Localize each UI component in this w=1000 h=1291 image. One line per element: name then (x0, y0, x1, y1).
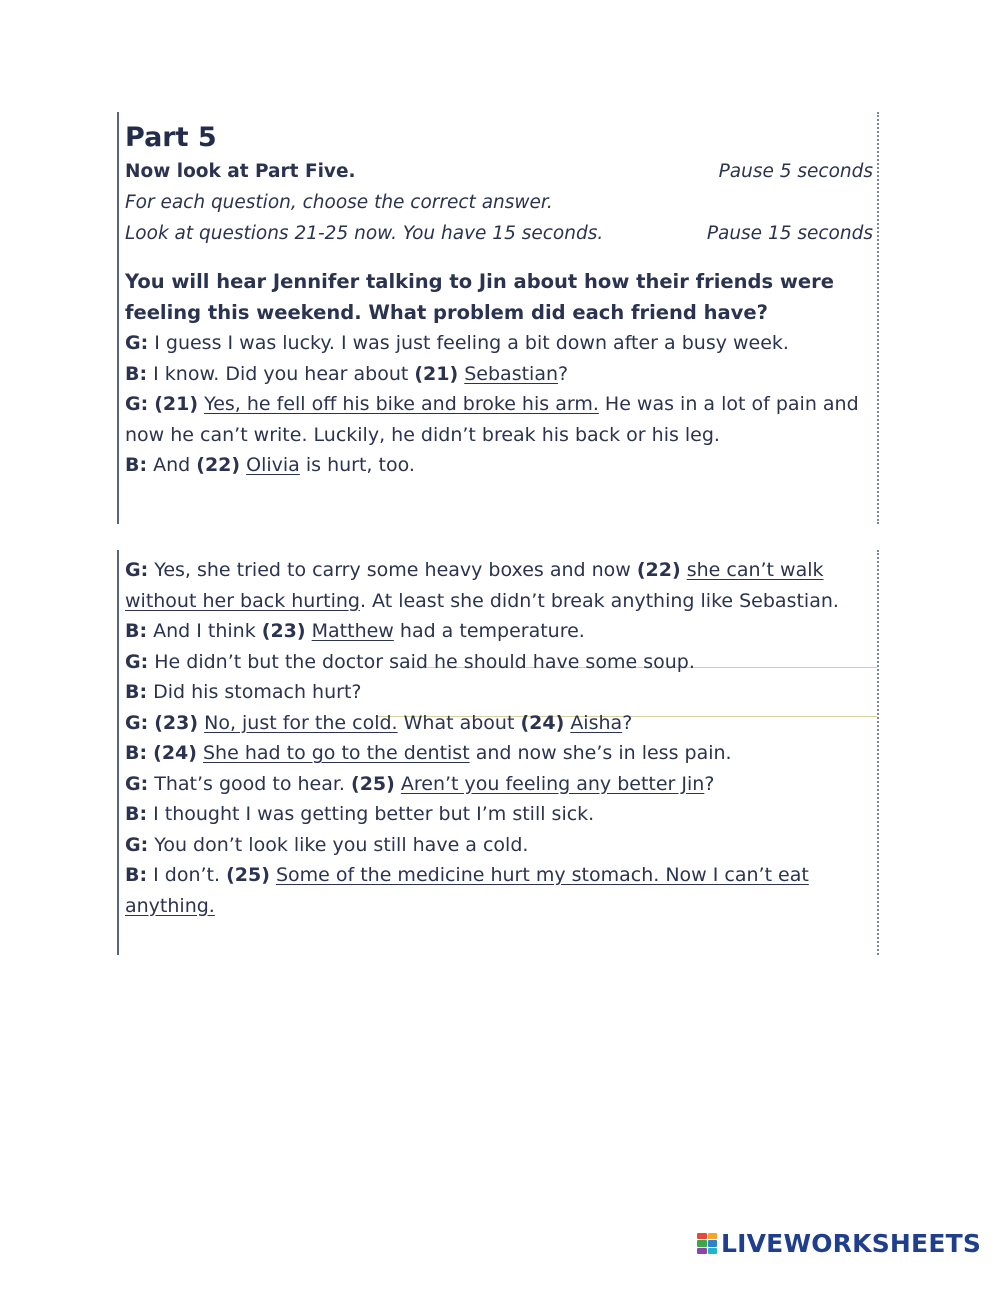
speaker-label: G: (125, 833, 149, 856)
line-text: I know. Did you hear about (147, 362, 415, 385)
instruction-text: For each question, choose the correct answer. (125, 192, 553, 213)
logo-square (708, 1248, 718, 1255)
question-number: (22) (196, 454, 241, 476)
page-title: Part 5 (125, 122, 217, 153)
pause-note: Pause 15 seconds (706, 223, 873, 244)
logo-square (708, 1233, 718, 1240)
left-border (117, 550, 119, 955)
line-text: . At least she didn’t break anything like Sebastian. (359, 589, 839, 612)
line-text: He was in a lot of pain and now he can’t write. Luckily, he didn’t break his back or his leg. (125, 393, 859, 446)
line-text: He didn’t but the doctor said he should have some soup. (148, 650, 695, 673)
speaker-label: G: (125, 772, 149, 795)
dialogue-line (125, 328, 879, 359)
speaker-label: G: (125, 332, 149, 354)
line-text: is hurt, too. (299, 454, 415, 476)
speaker-label: B: (125, 454, 148, 476)
line-text: I thought I was getting better but I’m still sick. (147, 803, 595, 825)
dialogue-line (125, 647, 879, 678)
speaker-label: G: (125, 559, 149, 581)
answer-key: Aren’t you feeling any better Jin (400, 772, 705, 795)
dialogue-line (125, 677, 879, 708)
block-1-content (125, 112, 879, 481)
logo-text: LIVEWORKSHEETS (721, 1229, 982, 1258)
dialogue-line (125, 738, 879, 769)
question-number: (21) (154, 393, 199, 415)
dialogue-line (125, 359, 879, 390)
line-text: You don’t look like you still have a cold. (148, 833, 529, 856)
line-text: ? (704, 772, 715, 795)
line-text: What about (397, 711, 521, 734)
answer-key: she can’t walk without her back hurting (125, 559, 824, 612)
answer-key: Matthew (311, 620, 394, 642)
pause-note (873, 187, 879, 218)
logo-square (697, 1233, 707, 1240)
question-number: (24) (153, 742, 197, 764)
speaker-label: B: (125, 620, 148, 642)
speaker-label: G: (125, 393, 149, 415)
liveworksheets-logo[interactable] (697, 1229, 981, 1258)
transcript-block-2 (117, 550, 879, 955)
question-number: (24) (520, 711, 565, 734)
speaker-label: G: (125, 650, 149, 673)
dialogue-line (125, 769, 879, 800)
logo-square (697, 1240, 707, 1247)
line-text: ? (558, 362, 569, 385)
logo-square (697, 1248, 707, 1255)
block-2-content (125, 555, 879, 921)
line-text: ? (622, 711, 633, 734)
left-border (117, 112, 119, 524)
line-text: Did his stomach hurt? (147, 681, 362, 703)
dialogue-line (125, 555, 879, 616)
speaker-label: G: (125, 711, 149, 734)
instruction-text: Look at questions 21-25 now. You have 15 seconds. (125, 223, 604, 244)
line-text: I guess I was lucky. I was just feeling a bit down after a busy week. (148, 332, 789, 354)
dialogue-line (125, 860, 879, 921)
instruction-row-3 (125, 218, 879, 249)
transcript-block-1 (117, 112, 879, 524)
answer-key: Some of the medicine hurt my stomach. Now I can’t eat anything. (125, 864, 809, 917)
logo-square (708, 1240, 718, 1247)
question-number: (23) (154, 711, 199, 734)
speaker-label: B: (125, 864, 148, 886)
speaker-label: B: (125, 362, 148, 385)
answer-key: She had to go to the dentist (203, 742, 470, 764)
logo-icon (697, 1233, 717, 1255)
speaker-label: B: (125, 803, 148, 825)
speaker-label: B: (125, 681, 148, 703)
question-number: (25) (351, 772, 395, 795)
section-intro: You will hear Jennifer talking to Jin about how their friends were feeling this weekend. What problem did each friend have? (125, 270, 834, 324)
answer-key: Aisha (570, 711, 623, 734)
answer-key: Olivia (246, 454, 300, 476)
dialogue-line (125, 799, 879, 830)
dialogue-line (125, 616, 879, 647)
question-number: (23) (261, 620, 306, 642)
line-text: and now she’s in less pain. (469, 742, 732, 764)
instruction-text: Now look at Part Five. (125, 161, 356, 182)
pause-note: Pause 5 seconds (718, 161, 873, 182)
dialogue-line (125, 389, 879, 450)
answer-key: Sebastian (464, 362, 559, 385)
speaker-label: B: (125, 742, 148, 764)
dialogue-line (125, 830, 879, 861)
instruction-row-2 (125, 187, 879, 218)
line-text: Yes, she tried to carry some heavy boxes and now (148, 559, 637, 581)
question-number: (21) (414, 362, 459, 385)
answer-key: No, just for the cold. (204, 711, 398, 734)
line-text: I don’t. (147, 864, 227, 886)
instruction-row-1 (125, 156, 879, 187)
line-text: And I think (147, 620, 262, 642)
line-text: And (147, 454, 197, 476)
line-text: had a temperature. (393, 620, 585, 642)
answer-key: Yes, he fell off his bike and broke his arm. (204, 393, 599, 415)
dialogue-line (125, 708, 879, 739)
question-number: (22) (636, 559, 681, 581)
dialogue-line (125, 450, 879, 481)
line-text: That’s good to hear. (148, 772, 352, 795)
question-number: (25) (226, 864, 270, 886)
